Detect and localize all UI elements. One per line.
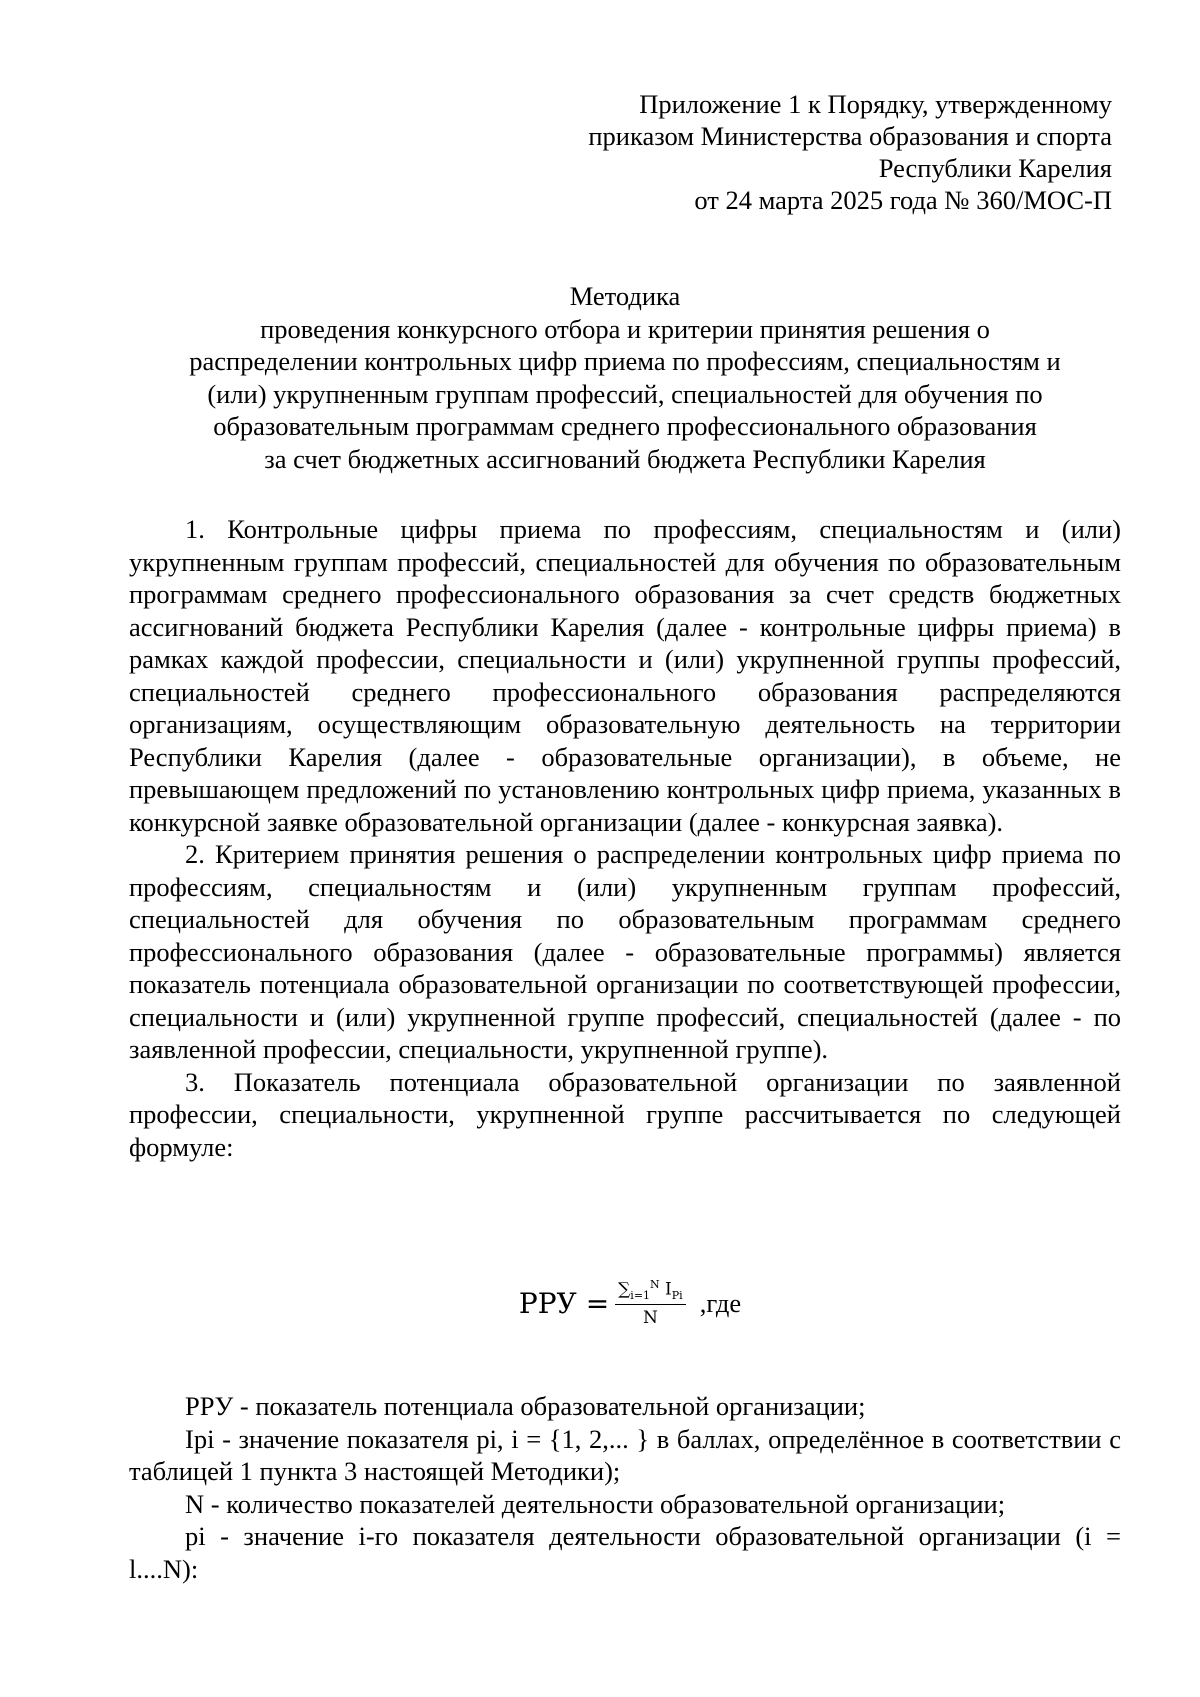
paragraph-3: 3. Показатель потенциала образовательной организации по заявленной профессии, специальности, укрупненной группе рассчитывается по следующей формуле: xyxy=(129,1066,1121,1162)
definition-n: N - количество показателей деятельности образовательной организации; xyxy=(185,1488,1006,1519)
paragraph-2: 2. Критерием принятия решения о распределении контрольных цифр приема по профессиям, специальностям и (или) укрупненным группам профессий, специальностей для обучения по образовательным программам среднего профессионального образования (далее - образовательные программы) является показатель потенциала образовательной организации по соответствующей профессии, специальности и (или) укрупненной группе профессий, специальностей (далее - по заявленной профессии, специальности, укрупненной группе). xyxy=(129,839,1121,1064)
definition-pi: pi - значение i-го показателя деятельности образовательной организации (i = l....N): xyxy=(129,1521,1121,1584)
title-line-2: проведения конкурсного отбора и критерии принятия решения о xyxy=(260,313,990,344)
formula-denominator: N xyxy=(642,1308,658,1329)
main-text xyxy=(129,513,1121,1163)
formula-suffix: ,где xyxy=(699,1287,742,1318)
title-line-5: образовательным программам среднего профессионального образования xyxy=(213,411,1037,441)
formula-block xyxy=(0,1278,1200,1328)
sum-symbol: ∑ xyxy=(618,1279,631,1300)
numerator-subscript: Pi xyxy=(671,1289,683,1303)
formula-lhs: PPУ = xyxy=(518,1286,610,1320)
appendix-line-3: Республики Карелия xyxy=(878,153,1112,183)
formula-fraction xyxy=(615,1278,686,1328)
document-title xyxy=(130,280,1120,475)
definition-ppu: PPУ - показатель потенциала образовательной организации; xyxy=(185,1391,866,1421)
definition-ipi: Ipi - значение показателя pi, i = {1, 2,... } в баллах, определённое в соответствии с таблицей 1 пункта 3 настоящей Методики); xyxy=(129,1423,1121,1486)
title-line-6: за счет бюджетных ассигнований бюджета Республики Карелия xyxy=(264,443,986,474)
appendix-header xyxy=(412,88,1112,216)
formula-numerator xyxy=(615,1278,686,1305)
numerator-term: I xyxy=(659,1279,672,1300)
paragraph-1: 1. Контрольные цифры приема по профессиям, специальностям и (или) укрупненным группам профессий, специальностей для обучения по образовательным программам среднего профессионального образования за счет средств бюджетных ассигнований бюджета Республики Карелия (далее - контрольные цифры приема) в рамках каждой профессии, специальности и (или) укрупненной группы профессий, специальностей среднего профессионального образования распределяются организациям, осуществляющим образовательную деятельность на территории Республики Карелия (далее - образовательные организации), в объеме, не превышающем предложений по установлению контрольных цифр приема, указанных в конкурсной заявке образовательной организации (далее - конкурсная заявка). xyxy=(129,514,1121,837)
title-line-1: Методика xyxy=(569,281,681,311)
sum-lower-limit: i=1 xyxy=(630,1289,651,1303)
appendix-line-4: от 24 марта 2025 года № 360/МОС-П xyxy=(694,185,1112,215)
definitions xyxy=(129,1390,1121,1585)
appendix-line-2: приказом Министерства образования и спорта xyxy=(588,121,1112,151)
sum-upper-limit: N xyxy=(650,1278,660,1291)
appendix-line-1: Приложение 1 к Порядку, утвержденному xyxy=(639,89,1112,119)
title-line-4: (или) укрупненным группам профессий, специальностей для обучения по xyxy=(207,378,1043,409)
title-line-3: распределении контрольных цифр приема по профессиям, специальностям и xyxy=(189,346,1061,376)
